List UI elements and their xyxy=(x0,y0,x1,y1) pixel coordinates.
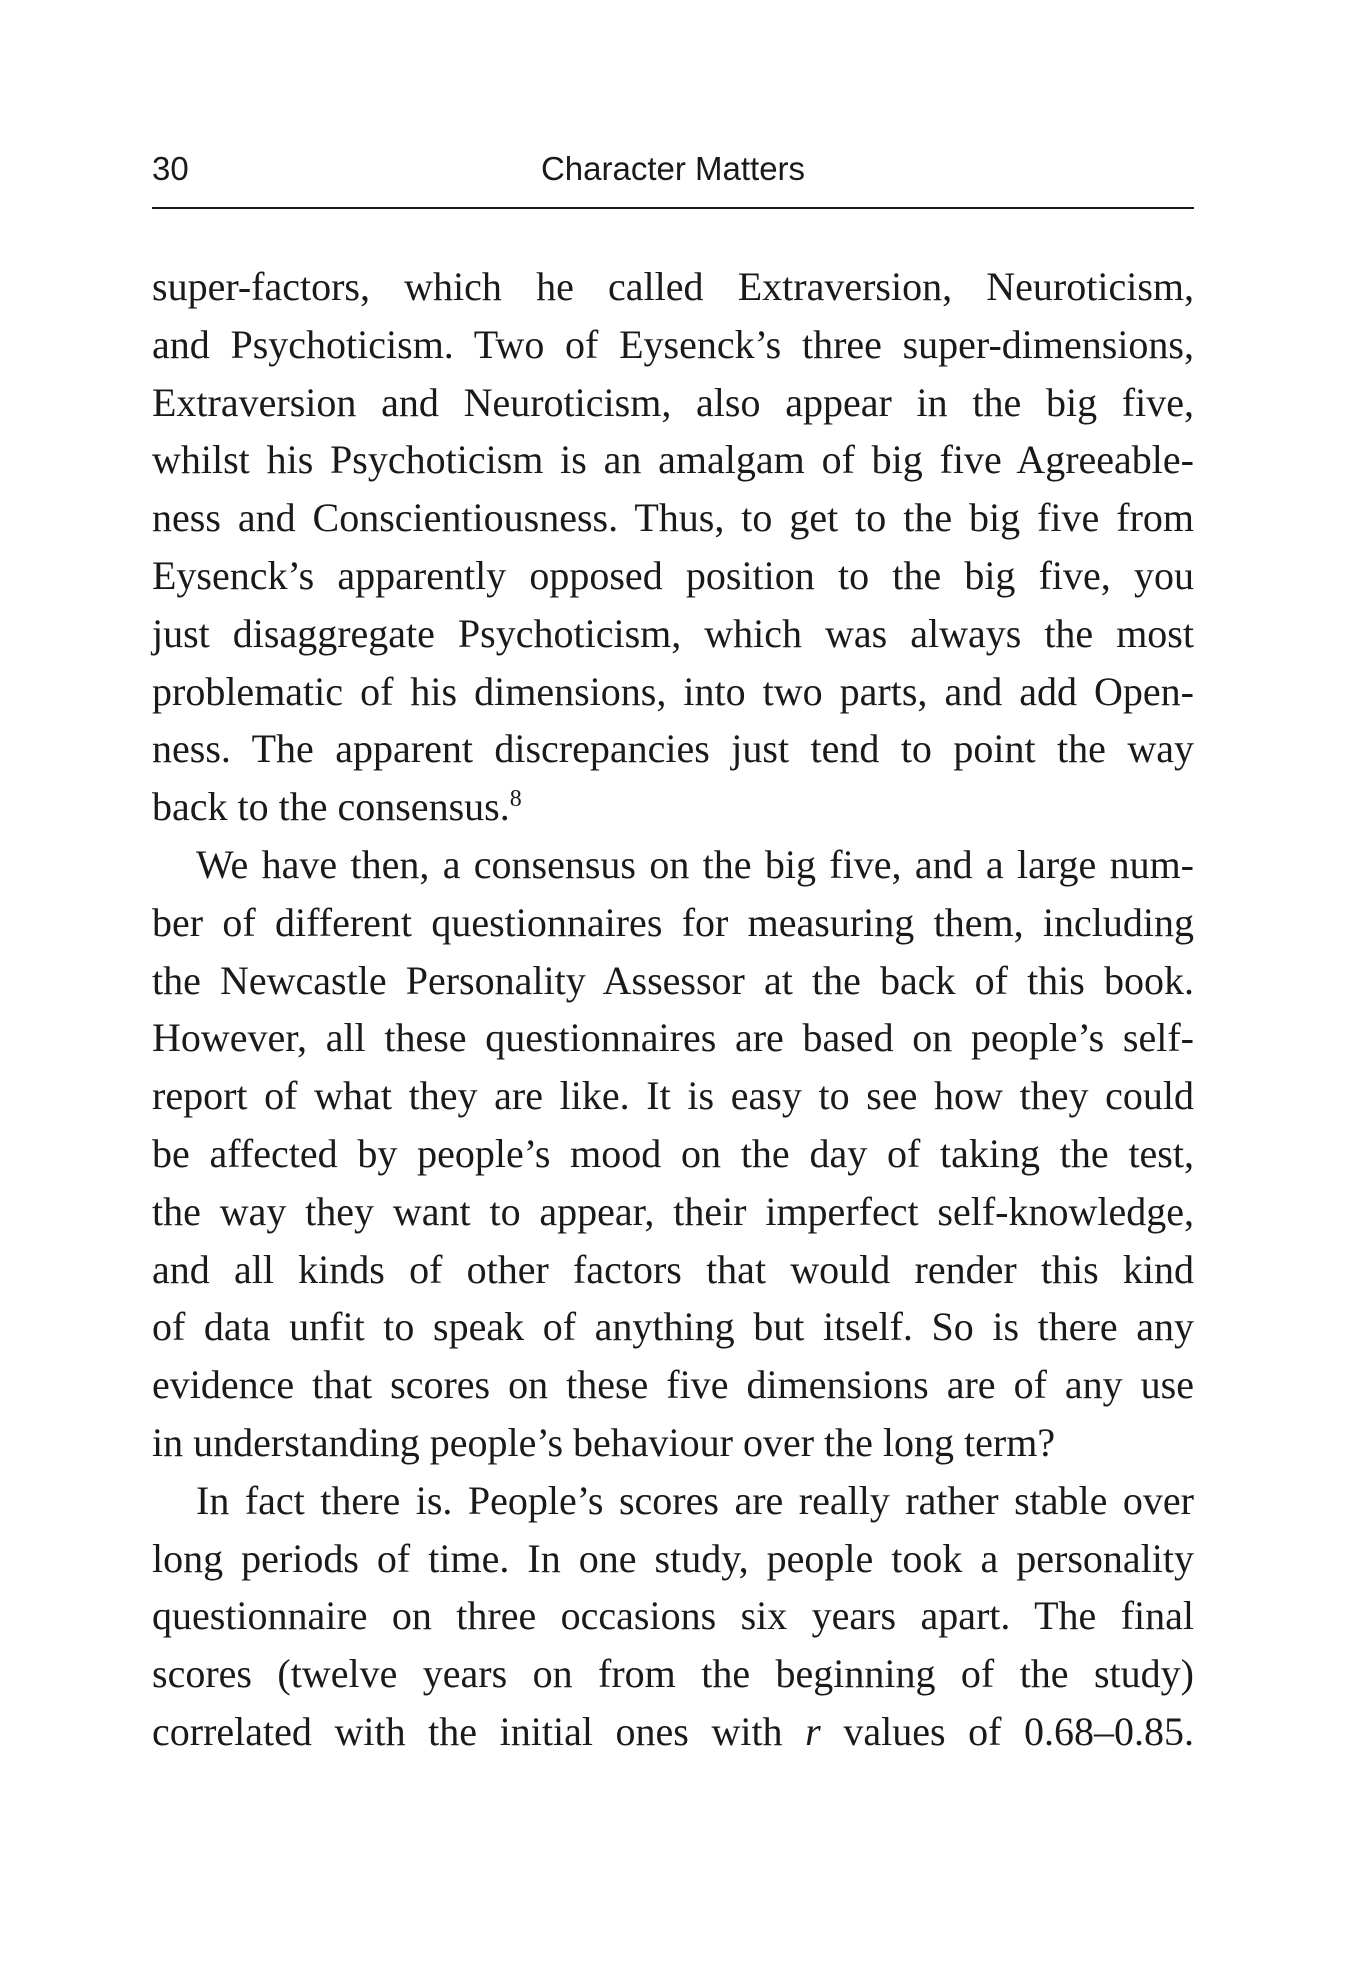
text-fragment: values of 0.68–0.85. xyxy=(843,1708,1195,1754)
text-line: problematic of his dimensions, into two parts, and add Open- xyxy=(152,668,1194,714)
text-line: questionnaire on three occasions six years apart. The final xyxy=(152,1593,1194,1639)
header-rule xyxy=(152,207,1194,209)
text-line: We have then, a consensus on the big five, and a large num- xyxy=(196,841,1194,887)
page-number: 30 xyxy=(152,150,189,187)
text-line: be affected by people’s mood on the day of taking the test, xyxy=(152,1130,1194,1176)
running-head xyxy=(152,146,1194,192)
text-line: scores (twelve years on from the beginning of the study) xyxy=(152,1651,1194,1697)
text-line: ness. The apparent discrepancies just tend to point the way xyxy=(152,726,1194,772)
text-line: However, all these questionnaires are based on people’s self- xyxy=(152,1015,1194,1061)
text-line: the way they want to appear, their imperfect self-knowledge, xyxy=(152,1188,1194,1234)
footnote-reference: 8 xyxy=(509,786,522,813)
text-line: Extraversion and Neuroticism, also appear in the big five, xyxy=(152,379,1194,425)
text-line xyxy=(152,778,1194,836)
text-line: long periods of time. In one study, people took a personality xyxy=(152,1535,1194,1581)
text-line: in understanding people’s behaviour over the long term? xyxy=(152,1419,1056,1465)
paragraph-3 xyxy=(152,1472,1194,1761)
text-line: evidence that scores on these five dimensions are of any use xyxy=(152,1362,1194,1408)
running-title: Character Matters xyxy=(540,150,806,187)
text-line: the Newcastle Personality Assessor at the back of this book. xyxy=(152,957,1194,1003)
paragraph-1 xyxy=(152,258,1194,836)
variable-r: r xyxy=(805,1708,821,1754)
text-line: In fact there is. People’s scores are really rather stable over xyxy=(196,1477,1194,1523)
text-line xyxy=(152,1703,1194,1761)
body-text xyxy=(152,258,1194,1761)
text-line: Eysenck’s apparently opposed position to the big five, you xyxy=(152,552,1194,598)
text-line: ber of different questionnaires for measuring them, including xyxy=(152,899,1194,945)
text-line: super-factors, which he called Extraversion, Neuroticism, xyxy=(152,264,1194,309)
text-line: of data unfit to speak of anything but itself. So is there any xyxy=(152,1304,1194,1350)
text-line: just disaggregate Psychoticism, which was always the most xyxy=(152,610,1194,656)
text-line: whilst his Psychoticism is an amalgam of big five Agreeable- xyxy=(152,437,1194,483)
text-line: and all kinds of other factors that would render this kind xyxy=(152,1246,1194,1292)
text-fragment: correlated with the initial ones with xyxy=(152,1708,783,1754)
paragraph-2 xyxy=(152,836,1194,1472)
text-fragment: back to the consensus. xyxy=(152,784,510,830)
text-line: ness and Conscientiousness. Thus, to get to the big five from xyxy=(152,495,1194,541)
text-line: report of what they are like. It is easy to see how they could xyxy=(152,1073,1194,1119)
text-line: and Psychoticism. Two of Eysenck’s three super-dimensions, xyxy=(152,321,1194,367)
